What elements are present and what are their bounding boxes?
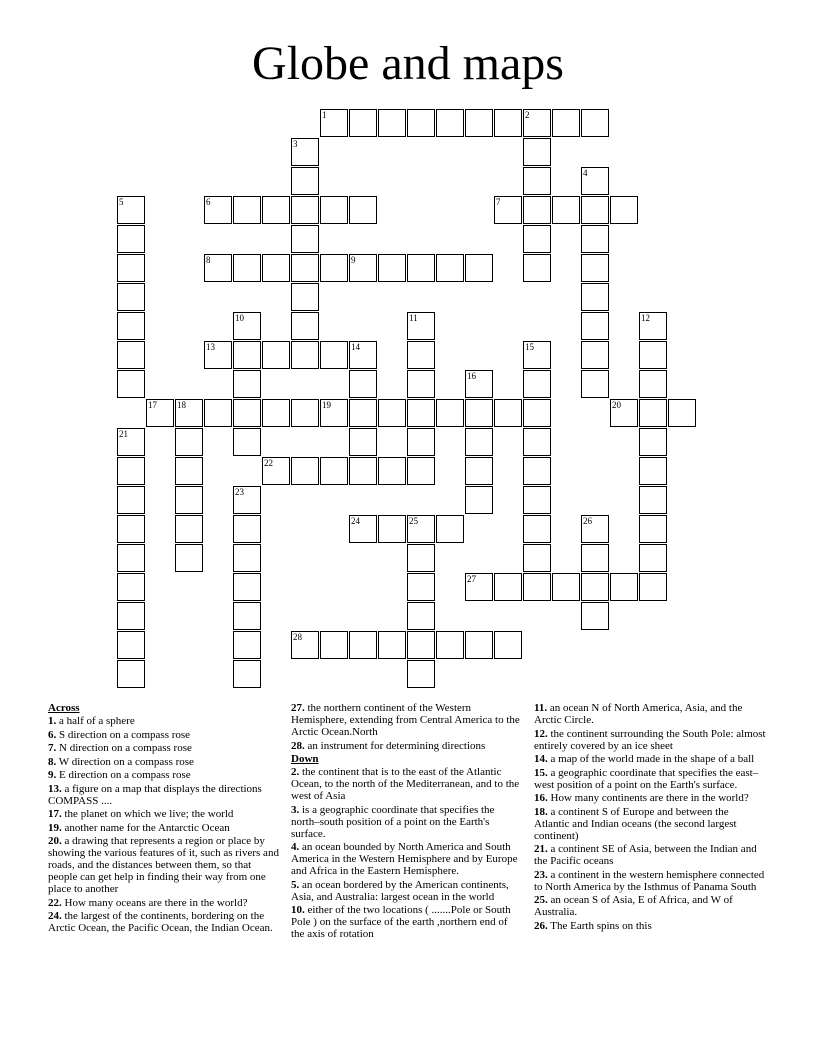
grid-cell[interactable]	[378, 254, 406, 282]
grid-cell[interactable]	[407, 428, 435, 456]
grid-cell[interactable]	[117, 370, 145, 398]
clue-number: 2	[525, 110, 530, 120]
grid-cell[interactable]	[639, 457, 667, 485]
grid-cell-18[interactable]	[175, 399, 203, 427]
clues-column-2	[291, 702, 523, 942]
down-clue	[534, 894, 766, 918]
grid-cell-12[interactable]	[639, 312, 667, 340]
clue-number: 18	[177, 400, 186, 410]
grid-cell-23[interactable]	[233, 486, 261, 514]
grid-cell-13[interactable]	[204, 341, 232, 369]
clue-number: 28	[293, 632, 302, 642]
grid-cell[interactable]	[117, 515, 145, 543]
grid-cell[interactable]	[581, 602, 609, 630]
grid-cell[interactable]	[233, 341, 261, 369]
clue-number: 27	[467, 574, 476, 584]
grid-cell-7[interactable]	[494, 196, 522, 224]
clue-number: 16.	[534, 792, 548, 804]
clue-text: an instrument for determining directions	[304, 739, 486, 752]
grid-cell[interactable]	[581, 312, 609, 340]
across-clue	[48, 729, 280, 741]
clue-number: 26.	[534, 919, 548, 932]
grid-cell[interactable]	[407, 602, 435, 630]
across-clue	[48, 715, 280, 727]
clue-text: How many oceans are there in the world?	[61, 896, 248, 909]
down-clue	[291, 904, 523, 940]
grid-cell[interactable]	[436, 109, 464, 137]
grid-cell[interactable]	[175, 486, 203, 514]
clue-number: 11	[409, 313, 418, 323]
grid-cell-10[interactable]	[233, 312, 261, 340]
clue-number: 15	[525, 342, 534, 352]
grid-cell-16[interactable]	[465, 370, 493, 398]
clue-number: 9.	[48, 769, 57, 781]
grid-cell[interactable]	[175, 515, 203, 543]
grid-cell[interactable]	[233, 660, 261, 688]
grid-cell[interactable]	[378, 457, 406, 485]
clue-number: 22	[264, 458, 273, 468]
grid-cell[interactable]	[320, 196, 348, 224]
grid-cell-9[interactable]	[349, 254, 377, 282]
clue-number: 9	[351, 255, 356, 265]
grid-cell-14[interactable]	[349, 341, 377, 369]
clue-number: 6.	[48, 728, 57, 741]
grid-cell-4[interactable]	[581, 167, 609, 195]
clue-number: 28.	[291, 739, 305, 752]
down-clue	[534, 792, 766, 804]
clue-number: 27.	[291, 702, 305, 714]
grid-cell-28[interactable]	[291, 631, 319, 659]
grid-cell[interactable]	[320, 254, 348, 282]
grid-cell[interactable]	[523, 225, 551, 253]
grid-cell[interactable]	[349, 428, 377, 456]
clue-number: 19.	[48, 821, 62, 834]
grid-cell[interactable]	[117, 283, 145, 311]
grid-cell-2[interactable]	[523, 109, 551, 137]
clue-text: a continent SE of Asia, between the Indian and the Pacific oceans	[534, 843, 757, 867]
grid-cell[interactable]	[407, 109, 435, 137]
grid-cell[interactable]	[291, 167, 319, 195]
grid-cell[interactable]	[117, 254, 145, 282]
down-clue	[291, 879, 523, 903]
clue-number: 3.	[291, 803, 300, 816]
across-clue	[291, 740, 523, 752]
clue-text: an ocean N of North America, Asia, and the Arctic Circle.	[534, 702, 743, 726]
clue-number: 14	[351, 342, 360, 352]
grid-cell[interactable]	[349, 370, 377, 398]
grid-cell[interactable]	[349, 109, 377, 137]
grid-cell[interactable]	[610, 573, 638, 601]
clue-text: How many continents are there in the world?	[547, 792, 749, 804]
grid-cell[interactable]	[552, 573, 580, 601]
grid-cell-5[interactable]	[117, 196, 145, 224]
clue-number: 25	[409, 516, 418, 526]
grid-cell[interactable]	[262, 254, 290, 282]
across-clue	[48, 783, 280, 807]
clue-number: 20.	[48, 835, 62, 847]
grid-cell[interactable]	[407, 370, 435, 398]
clue-text: a continent in the western hemisphere connected to North America by the Isthmus of Panama South	[534, 868, 765, 893]
grid-cell[interactable]	[581, 225, 609, 253]
grid-cell-21[interactable]	[117, 428, 145, 456]
grid-cell[interactable]	[668, 399, 696, 427]
clue-number: 18.	[534, 805, 548, 818]
clue-text: the planet on which we live; the world	[61, 808, 234, 820]
clue-number: 23.	[534, 868, 548, 881]
grid-cell[interactable]	[494, 109, 522, 137]
grid-cell[interactable]	[639, 370, 667, 398]
grid-cell[interactable]	[552, 196, 580, 224]
grid-cell[interactable]	[291, 196, 319, 224]
grid-cell[interactable]	[523, 428, 551, 456]
grid-cell[interactable]	[291, 225, 319, 253]
grid-cell[interactable]	[523, 457, 551, 485]
grid-cell[interactable]	[407, 631, 435, 659]
grid-cell[interactable]	[523, 370, 551, 398]
clue-number: 20	[612, 400, 621, 410]
puzzle-title: Globe and maps	[252, 37, 564, 90]
grid-cell[interactable]	[436, 515, 464, 543]
clue-number: 13	[206, 342, 215, 352]
grid-cell[interactable]	[117, 225, 145, 253]
down-clue	[534, 920, 766, 932]
clue-number: 15.	[534, 766, 548, 779]
across-header: Across	[48, 702, 80, 714]
clue-number: 7	[496, 197, 501, 207]
clue-text: the largest of the continents, bordering on the Arctic Ocean, the Pacific Ocean, the Indian Ocean.	[48, 910, 273, 934]
grid-cell-19[interactable]	[320, 399, 348, 427]
grid-cell[interactable]	[291, 312, 319, 340]
grid-cell[interactable]	[581, 196, 609, 224]
grid-cell[interactable]	[639, 486, 667, 514]
grid-cell[interactable]	[233, 399, 261, 427]
grid-cell[interactable]	[639, 544, 667, 572]
clue-number: 24	[351, 516, 360, 526]
grid-cell[interactable]	[581, 283, 609, 311]
grid-cell[interactable]	[436, 254, 464, 282]
grid-cell[interactable]	[407, 254, 435, 282]
grid-cell[interactable]	[581, 544, 609, 572]
grid-cell[interactable]	[378, 515, 406, 543]
grid-cell[interactable]	[117, 341, 145, 369]
clue-number: 3	[293, 139, 298, 149]
grid-cell[interactable]	[291, 457, 319, 485]
clue-number: 1.	[48, 715, 57, 727]
grid-cell[interactable]	[320, 341, 348, 369]
grid-cell[interactable]	[320, 631, 348, 659]
clue-number: 10	[235, 313, 244, 323]
grid-cell[interactable]	[407, 660, 435, 688]
clue-text: a continent S of Europe and between the Atlantic and Indian oceans (the second largest continent)	[534, 805, 737, 842]
clue-number: 7.	[48, 742, 57, 754]
grid-cell[interactable]	[233, 515, 261, 543]
grid-cell[interactable]	[465, 254, 493, 282]
grid-cell[interactable]	[465, 428, 493, 456]
clue-text: is a geographic coordinate that specifies the north–south position of a point on the Earth's surface.	[291, 803, 495, 840]
clue-text: the northern continent of the Western Hemisphere, extending from Central America to the Arctic Ocean.North	[291, 702, 520, 738]
grid-cell-3[interactable]	[291, 138, 319, 166]
clue-number: 22.	[48, 896, 62, 909]
down-clue	[534, 728, 766, 752]
clue-text: the continent that is to the east of the Atlantic Ocean, to the north of the Mediterranean, and to the west of Asia	[291, 766, 520, 802]
clue-text: a half of a sphere	[56, 715, 135, 727]
clue-text: N direction on a compass rose	[56, 742, 192, 754]
grid-cell[interactable]	[262, 399, 290, 427]
down-clue	[534, 806, 766, 842]
grid-cell[interactable]	[117, 312, 145, 340]
grid-cell[interactable]	[465, 486, 493, 514]
grid-cell[interactable]	[436, 631, 464, 659]
grid-cell-25[interactable]	[407, 515, 435, 543]
grid-cell[interactable]	[581, 109, 609, 137]
clue-number: 11.	[534, 702, 548, 714]
grid-cell[interactable]	[378, 631, 406, 659]
across-clue	[48, 910, 280, 934]
clue-text: a figure on a map that displays the directions COMPASS ....	[48, 782, 262, 807]
grid-cell[interactable]	[117, 631, 145, 659]
clue-text: W direction on a compass rose	[56, 755, 194, 768]
grid-cell[interactable]	[494, 631, 522, 659]
clue-text: S direction on a compass rose	[56, 728, 191, 741]
grid-cell[interactable]	[407, 457, 435, 485]
clue-number: 24.	[48, 910, 62, 922]
clue-number: 21	[119, 429, 128, 439]
clue-number: 1	[322, 110, 327, 120]
grid-cell-17[interactable]	[146, 399, 174, 427]
clue-text: an ocean S of Asia, E of Africa, and W of Australia.	[534, 894, 733, 918]
grid-cell[interactable]	[262, 196, 290, 224]
grid-cell[interactable]	[639, 341, 667, 369]
grid-cell[interactable]	[610, 196, 638, 224]
across-clue	[48, 835, 280, 895]
grid-cell[interactable]	[291, 341, 319, 369]
grid-cell[interactable]	[349, 196, 377, 224]
grid-cell-22[interactable]	[262, 457, 290, 485]
grid-cell[interactable]	[465, 109, 493, 137]
clue-text: a drawing that represents a region or place by showing the various features of it, such as rivers and roads, and the distances between them, so that people can get help in finding their way from one place to another	[48, 835, 279, 895]
grid-cell[interactable]	[581, 573, 609, 601]
grid-cell[interactable]	[407, 399, 435, 427]
grid-cell[interactable]	[639, 399, 667, 427]
clue-text: an ocean bordered by the American continents, Asia, and Australia: largest ocean in the world	[291, 878, 509, 903]
grid-cell[interactable]	[523, 573, 551, 601]
grid-cell[interactable]	[291, 254, 319, 282]
grid-cell[interactable]	[639, 428, 667, 456]
across-clue	[291, 702, 523, 738]
grid-cell[interactable]	[465, 399, 493, 427]
clue-number: 23	[235, 487, 244, 497]
grid-cell[interactable]	[378, 109, 406, 137]
grid-cell[interactable]	[233, 196, 261, 224]
clue-number: 19	[322, 400, 331, 410]
grid-cell[interactable]	[639, 573, 667, 601]
clue-number: 14.	[534, 753, 548, 765]
clue-number: 25.	[534, 894, 548, 906]
clue-text: an ocean bounded by North America and South America in the Western Hemisphere and by Europe and Africa in the Eastern Hemisphere.	[291, 841, 518, 877]
grid-cell[interactable]	[291, 399, 319, 427]
grid-cell[interactable]	[523, 544, 551, 572]
clue-number: 13.	[48, 782, 62, 795]
grid-cell-15[interactable]	[523, 341, 551, 369]
grid-cell[interactable]	[175, 457, 203, 485]
grid-cell[interactable]	[175, 428, 203, 456]
grid-cell[interactable]	[262, 341, 290, 369]
down-clue	[534, 843, 766, 867]
grid-cell[interactable]	[523, 167, 551, 195]
grid-cell[interactable]	[465, 457, 493, 485]
clue-text: a geographic coordinate that specifies the east–west position of a point on the Earth's surface.	[534, 766, 759, 791]
clue-number: 8	[206, 255, 211, 265]
grid-cell[interactable]	[204, 399, 232, 427]
clue-number: 12	[641, 313, 650, 323]
grid-cell[interactable]	[407, 544, 435, 572]
grid-cell[interactable]	[523, 399, 551, 427]
grid-cell[interactable]	[639, 515, 667, 543]
grid-cell[interactable]	[117, 486, 145, 514]
across-clue	[48, 769, 280, 781]
grid-cell-20[interactable]	[610, 399, 638, 427]
clue-number: 8.	[48, 755, 57, 768]
grid-cell[interactable]	[523, 138, 551, 166]
grid-cell[interactable]	[233, 544, 261, 572]
across-clue	[48, 897, 280, 909]
grid-cell[interactable]	[349, 399, 377, 427]
down-header: Down	[291, 753, 319, 765]
grid-cell[interactable]	[233, 631, 261, 659]
clue-text: a map of the world made in the shape of a ball	[547, 753, 755, 765]
grid-cell[interactable]	[494, 573, 522, 601]
grid-cell[interactable]	[581, 370, 609, 398]
grid-cell[interactable]	[552, 109, 580, 137]
grid-cell[interactable]	[233, 254, 261, 282]
clue-number: 17.	[48, 808, 62, 820]
clue-number: 16	[467, 371, 476, 381]
grid-cell-24[interactable]	[349, 515, 377, 543]
grid-cell[interactable]	[320, 457, 348, 485]
across-clue	[48, 756, 280, 768]
clue-number: 4	[583, 168, 588, 178]
grid-cell[interactable]	[407, 573, 435, 601]
clue-number: 5.	[291, 878, 300, 891]
grid-cell[interactable]	[233, 370, 261, 398]
clues-column-3	[534, 702, 766, 933]
clue-number: 21.	[534, 843, 548, 855]
clue-text: E direction on a compass rose	[56, 769, 191, 781]
clue-number: 6	[206, 197, 211, 207]
grid-cell[interactable]	[465, 631, 493, 659]
grid-cell[interactable]	[581, 254, 609, 282]
down-clue	[534, 869, 766, 893]
grid-cell[interactable]	[436, 399, 464, 427]
grid-cell-11[interactable]	[407, 312, 435, 340]
grid-cell[interactable]	[349, 631, 377, 659]
clues-column-1	[48, 702, 280, 936]
down-clue	[291, 766, 523, 802]
clue-number: 12.	[534, 727, 548, 740]
down-clue	[534, 702, 766, 726]
clue-text: the continent surrounding the South Pole: almost entirely covered by an ice sheet	[534, 727, 766, 752]
grid-cell[interactable]	[117, 544, 145, 572]
across-clue	[48, 822, 280, 834]
grid-cell[interactable]	[407, 341, 435, 369]
clue-number: 4.	[291, 841, 300, 853]
clue-text: either of the two locations ( .......Pole or South Pole ) on the surface of the earth ,northern end of the axis of rotation	[291, 904, 511, 940]
grid-cell[interactable]	[117, 660, 145, 688]
grid-cell[interactable]	[291, 283, 319, 311]
down-clue	[534, 767, 766, 791]
grid-cell[interactable]	[117, 573, 145, 601]
across-clue	[48, 808, 280, 820]
grid-cell[interactable]	[523, 515, 551, 543]
grid-cell[interactable]	[523, 196, 551, 224]
grid-cell[interactable]	[233, 573, 261, 601]
grid-cell-8[interactable]	[204, 254, 232, 282]
grid-cell[interactable]	[233, 428, 261, 456]
grid-cell[interactable]	[523, 486, 551, 514]
clue-number: 26	[583, 516, 592, 526]
clue-text: another name for the Antarctic Ocean	[61, 821, 230, 834]
clue-text: The Earth spins on this	[547, 919, 652, 932]
grid-cell[interactable]	[494, 399, 522, 427]
clue-number: 17	[148, 400, 157, 410]
across-clue	[48, 742, 280, 754]
grid-cell[interactable]	[233, 602, 261, 630]
grid-cell-26[interactable]	[581, 515, 609, 543]
grid-cell-1[interactable]	[320, 109, 348, 137]
grid-cell[interactable]	[117, 602, 145, 630]
down-clue	[534, 753, 766, 765]
clue-number: 5	[119, 197, 124, 207]
grid-cell[interactable]	[378, 399, 406, 427]
down-clue	[291, 841, 523, 877]
grid-cell-27[interactable]	[465, 573, 493, 601]
grid-cell[interactable]	[581, 341, 609, 369]
grid-cell-6[interactable]	[204, 196, 232, 224]
grid-cell[interactable]	[117, 457, 145, 485]
grid-cell[interactable]	[523, 254, 551, 282]
grid-cell[interactable]	[349, 457, 377, 485]
clue-number: 10.	[291, 904, 305, 916]
down-clue	[291, 804, 523, 840]
clue-number: 2.	[291, 766, 300, 778]
grid-cell[interactable]	[175, 544, 203, 572]
